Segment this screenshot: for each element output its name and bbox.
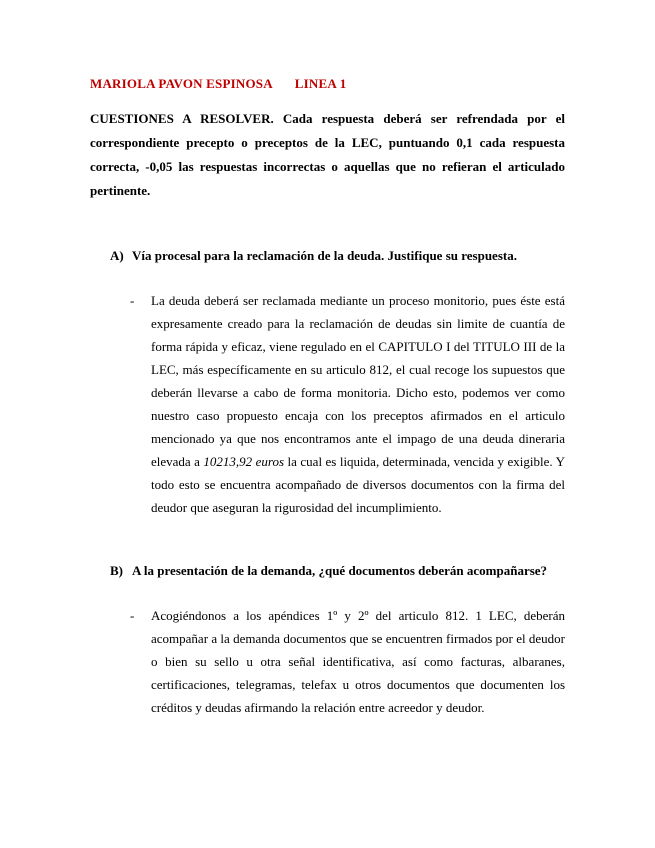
debt-amount: 10213,92 euros [203,454,285,469]
bullet-dash: - [130,293,135,308]
author-name: MARIOLA PAVON ESPINOSA [90,76,273,91]
question-b-text: A la presentación de la demanda, ¿qué documentos deberán acompañarse? [132,563,548,578]
answer-a-text [151,289,565,519]
line-label: LINEA 1 [294,76,347,91]
answer-b [130,604,565,719]
answer-a-text-after: la cual es liquida, determinada, vencida y exigible. Y todo esto se encuentra acompañado de diversos documentos con la firma del deudor que aseguran la rigurosidad del incumplimiento. [151,454,566,515]
question-a-label: A) [110,248,124,263]
answer-a-text-before: La deuda deberá ser reclamada mediante un proceso monitorio, pues éste está expresamente creado para la reclamación de deudas sin limite de cuantía de forma rápida y eficaz, viene regulado en el CAPITULO I del TITULO III de la LEC, más específicamente en su articulo 812, el cual recoge los supuestos que deberán llevarse a cabo de forma monitoria. Dicho esto, podemos ver como nuestro caso propuesto encaja con los preceptos afirmados en el articulo mencionado ya que nos encontramos ante el impago de una deuda dineraria elevada a [151,293,565,469]
answer-b-text: Acogiéndonos a los apéndices 1º y 2º del articulo 812. 1 LEC, deberán acompañar a la demanda documentos que se encuentren firmados por el deudor o bien su sello u otra señal identificativa, así como facturas, albaranes, certificaciones, telegramas, telefax u otros documentos que documenten los créditos y deudas afirmando la relación entre acreedor y deudor. [151,608,565,715]
question-a [110,248,570,264]
question-a-text: Vía procesal para la reclamación de la deuda. Justifique su respuesta. [132,248,517,263]
question-b [110,563,570,579]
document-header [90,76,346,92]
intro-paragraph: CUESTIONES A RESOLVER. Cada respuesta deberá ser refrendada por el correspondiente precepto o preceptos de la LEC, puntuando 0,1 cada respuesta correcta, -0,05 las respuestas incorrectas o aquellas que no refieran el articulado pertinente. [90,111,565,198]
question-b-label: B) [110,563,123,578]
answer-a [130,289,565,519]
bullet-dash: - [130,608,135,623]
